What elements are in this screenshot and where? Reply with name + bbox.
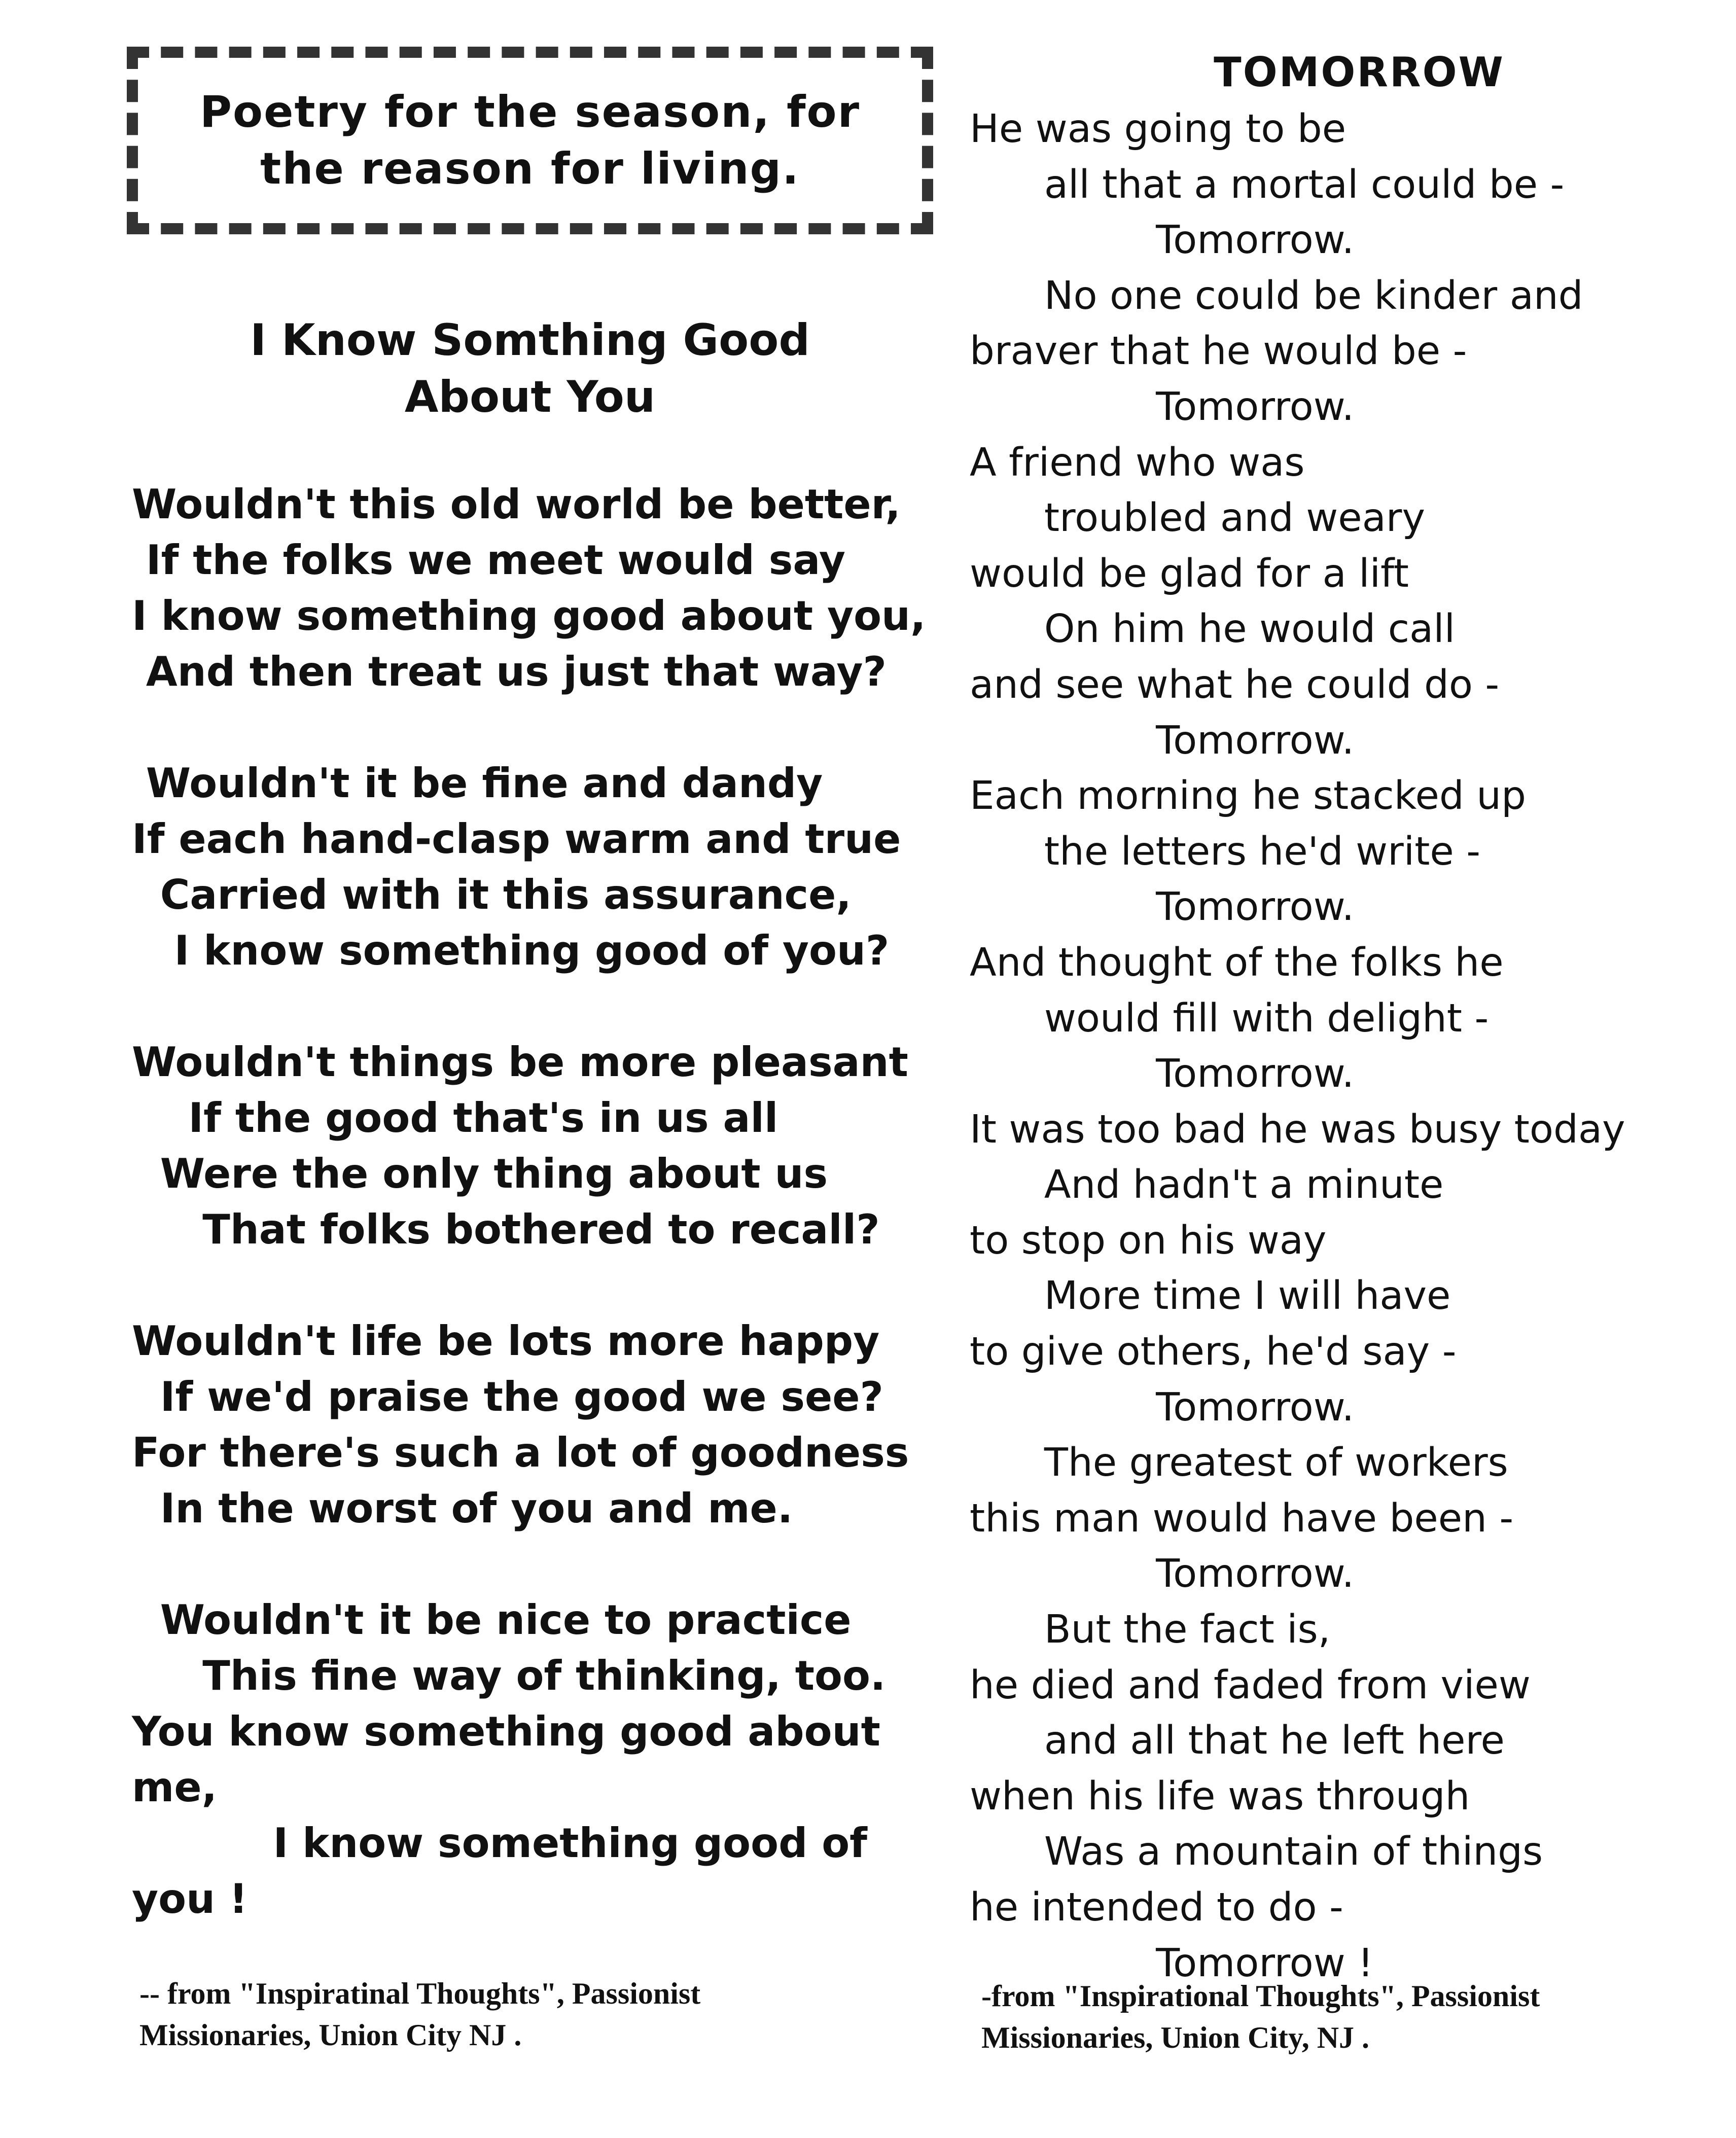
poem-line: In the worst of you and me. (132, 1485, 793, 1532)
poem-line: No one could be kinder and (970, 273, 1583, 318)
left-credit-line-2: Missionaries, Union City NJ . (139, 2018, 522, 2052)
banner-line-1: Poetry for the season, for (200, 87, 860, 137)
poem-line: I know something good of you? (132, 927, 890, 974)
poem-line: he died and faded from view (970, 1662, 1531, 1708)
poem-line: Were the only thing about us (132, 1150, 828, 1197)
poem-line: If the good that's in us all (132, 1094, 778, 1142)
poem-line: For there's such a lot of goodness (132, 1429, 909, 1476)
poem-line: On him he would call (970, 607, 1456, 652)
poem-line: If we'd praise the good we see? (132, 1373, 883, 1420)
poem-line: If the folks we meet would say (132, 537, 846, 584)
poem-line: you ! (132, 1875, 248, 1922)
poem-line: I know something good about you, (132, 592, 926, 639)
right-poem-body (970, 101, 1730, 1991)
poem-line: And then treat us just that way? (132, 648, 887, 695)
poem-line: But the fact is, (970, 1607, 1331, 1653)
poem-line: Wouldn't it be nice to practice (132, 1596, 852, 1644)
poem-line: this man would have been - (970, 1495, 1514, 1541)
poem-line: Wouldn't life be lots more happy (132, 1317, 880, 1365)
poem-line: It was too bad he was busy today (970, 1107, 1625, 1152)
poem-line: You know something good about (132, 1708, 880, 1755)
poem-line: he intended to do - (970, 1885, 1343, 1930)
right-poem-title: TOMORROW (1214, 49, 1505, 96)
poem-line: Tomorrow. (970, 884, 1355, 930)
left-credit-line-1: -- from "Inspiratinal Thoughts", Passionist (139, 1977, 701, 2010)
stanza (132, 1313, 953, 1537)
stanza (132, 477, 953, 700)
poem-line: me, (132, 1764, 218, 1811)
poem-line: And hadn't a minute (970, 1162, 1444, 1208)
poem-line: Wouldn't it be fine and dandy (132, 760, 823, 807)
banner-box (127, 47, 933, 234)
banner-line-2: the reason for living. (260, 144, 800, 194)
poem-line: the letters he'd write - (970, 829, 1481, 874)
poem-line: braver that he would be - (970, 329, 1467, 374)
stanza (132, 756, 953, 979)
right-poem-credit (981, 1975, 1732, 2058)
poem-line: Tomorrow. (970, 1051, 1355, 1097)
poem-line: to stop on his way (970, 1218, 1327, 1263)
left-title-line-1: I Know Somthing Good (250, 315, 810, 366)
poem-line: Each morning he stacked up (970, 773, 1526, 819)
stanza (132, 1592, 953, 1927)
poem-line: That folks bothered to recall? (132, 1206, 880, 1253)
poem-line: Wouldn't this old world be better, (132, 481, 901, 528)
right-credit-line-1: -from "Inspirational Thoughts", Passionist (981, 1979, 1540, 2013)
left-poem-title (127, 312, 933, 425)
poem-line: I know something good of (132, 1820, 867, 1867)
poem-line: Tomorrow. (970, 1551, 1355, 1597)
stanza (132, 1035, 953, 1258)
poem-line: and all that he left here (970, 1718, 1505, 1764)
poem-line: The greatest of workers (970, 1440, 1508, 1486)
poem-line: A friend who was (970, 440, 1305, 485)
poem-line: This fine way of thinking, too. (132, 1652, 886, 1699)
poem-line: Tomorrow ! (970, 1940, 1374, 1986)
right-credit-line-2: Missionaries, Union City, NJ . (981, 2021, 1370, 2054)
poem-line: If each hand-clasp warm and true (132, 815, 901, 863)
left-poem-body (132, 477, 953, 1983)
poem-line: Carried with it this assurance, (132, 871, 852, 918)
poem-line: And thought of the folks he (970, 940, 1504, 985)
poem-line: to give others, he'd say - (970, 1329, 1457, 1375)
poem-line: when his life was through (970, 1773, 1470, 1819)
poem-line: Tomorrow. (970, 218, 1355, 263)
poem-line: Wouldn't things be more pleasant (132, 1039, 908, 1086)
poem-line: More time I will have (970, 1273, 1451, 1319)
left-title-line-2: About You (404, 372, 656, 422)
poem-line: and see what he could do - (970, 662, 1500, 707)
banner-text (200, 84, 860, 197)
poem-line: would fill with delight - (970, 995, 1489, 1041)
poem-line: Tomorrow. (970, 384, 1355, 430)
poem-line: would be glad for a lift (970, 551, 1409, 596)
poem-line: troubled and weary (970, 495, 1426, 541)
left-poem-credit (139, 1973, 951, 2056)
poem-line: all that a mortal could be - (970, 162, 1565, 207)
poem-line: Was a mountain of things (970, 1829, 1543, 1875)
poem-line: Tomorrow. (970, 1384, 1355, 1430)
poem-line: Tomorrow. (970, 718, 1355, 763)
poem-line: He was going to be (970, 106, 1347, 152)
